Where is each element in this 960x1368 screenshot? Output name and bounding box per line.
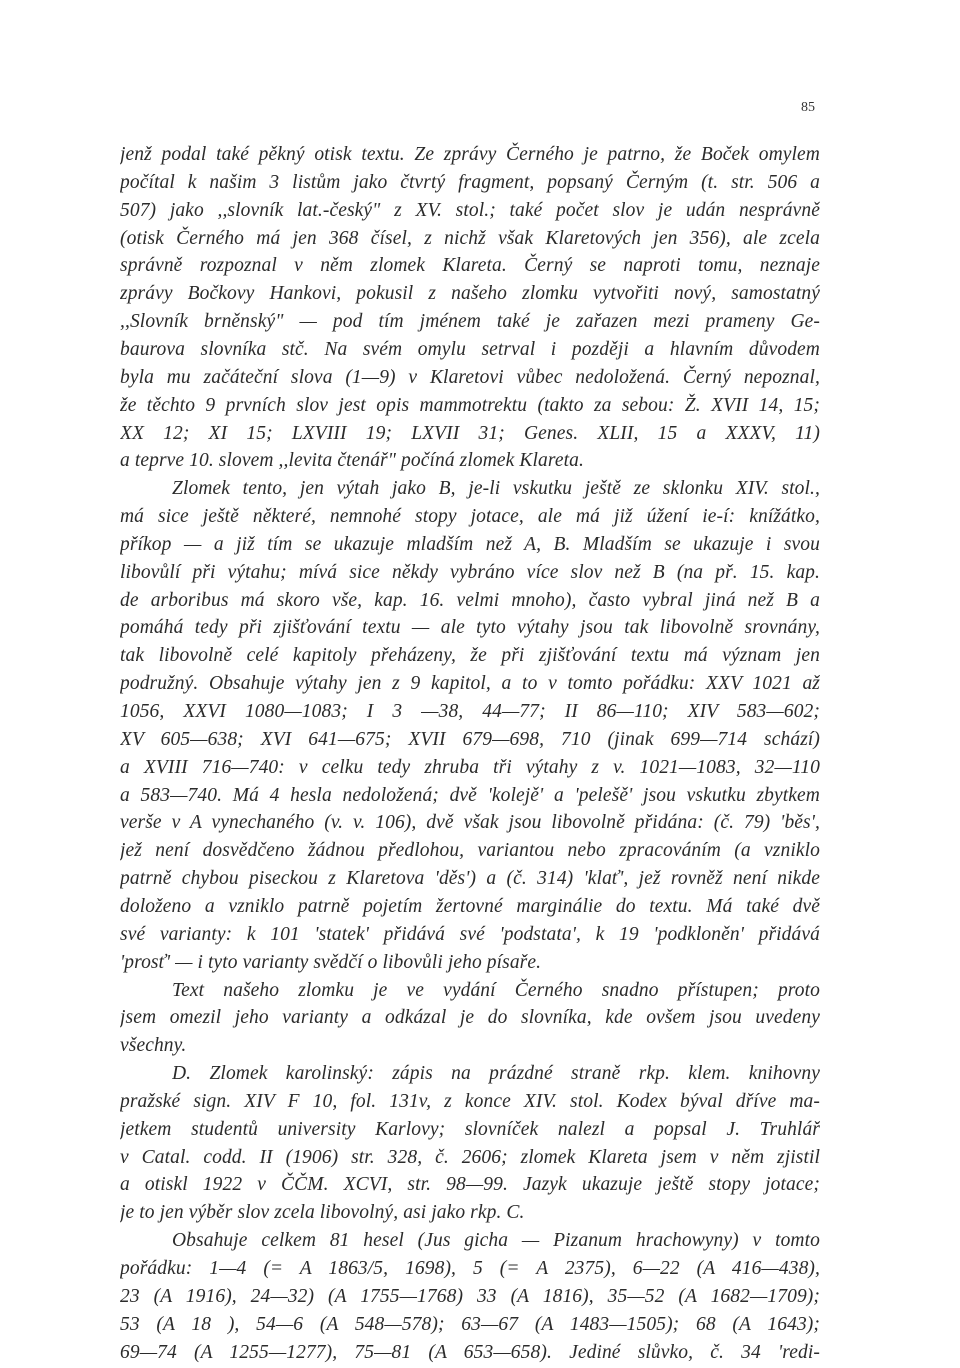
text-line: Obsahuje celkem 81 hesel (Jus gicha — Pizanum hrachowyny) v tomto	[172, 1230, 820, 1252]
text-line: a 583—740. Má 4 hesla nedoložená; dvě 'kolejě' a 'pelešě' jsou vskutku zbytkem	[120, 784, 820, 806]
text-line: libovůlí při výtahu; mívá sice někdy vybráno více slov než B (na př. 15. kap.	[120, 561, 820, 583]
text-line: 53 (A 18 ), 54—6 (A 548—578); 63—67 (A 1483—1505); 68 (A 1643);	[120, 1313, 820, 1335]
text-line: a teprve 10. slovem ,,levita čtenář" počíná zlomek Klareta.	[120, 450, 584, 472]
text-line: správně rozpoznal v něm zlomek Klareta. Černý se naproti tomu, neznaje	[120, 255, 820, 277]
text-line: XX 12; XI 15; LXVIII 19; LXVII 31; Genes. XLII, 15 a XXXV, 11)	[120, 422, 820, 444]
text-line: 69—74 (A 1255—1277), 75—81 (A 653—658). Jediné slůvko, č. 34 'redi-	[120, 1341, 820, 1363]
text-line: v Catal. codd. II (1906) str. 328, č. 2606; zlomek Klareta jsem v něm zjistil	[120, 1146, 820, 1168]
text-line: patrně chybou piseckou z Klaretova 'děs') a (č. 314) 'klať', jež rovněž není nikde	[120, 868, 820, 890]
text-line: a otiskl 1922 v ČČM. XCVI, str. 98—99. Jazyk ukazuje ještě stopy jotace;	[120, 1174, 820, 1196]
text-line: tak libovolně celé kapitoly přeházeny, že při zjišťování textu má význam jen	[120, 645, 820, 667]
text-line: doloženo a vzniklo patrně pojetím žertovné marginálie do textu. Má také dvě	[120, 895, 820, 917]
page-number: 85	[801, 100, 815, 115]
text-line: verše v A vynechaného (v. v. 106), dvě však jsou libovolně přidána: (č. 79) 'běs',	[120, 812, 820, 834]
text-line: příkop — a již tím se ukazuje mladším než A, B. Mladším se ukazuje i svou	[120, 533, 820, 555]
text-line: jsem omezil jeho varianty a odkázal je do slovníka, kde ovšem jsou uvedeny	[120, 1007, 820, 1029]
text-line: jetkem studentů university Karlovy; slovníček nalezl a popsal J. Truhlář	[120, 1118, 820, 1140]
text-line: Zlomek tento, jen výtah jako B, je-li vskutku ještě ze sklonku XIV. stol.,	[172, 478, 820, 500]
text-line: 23 (A 1916), 24—32) (A 1755—1768) 33 (A 1816), 35—52 (A 1682—1709);	[120, 1285, 820, 1307]
text-line: že těchto 9 prvních slov jest opis mammotrektu (takto za sebou: Ž. XVII 14, 15;	[120, 394, 820, 416]
text-line: D. Zlomek karolinský: zápis na prázdné straně rkp. klem. knihovny	[172, 1063, 820, 1085]
text-line: všechny.	[120, 1035, 187, 1057]
text-line: pomáhá tedy při zjišťování textu — ale tyto výtahy jsou tak libovolně srovnány,	[120, 617, 820, 639]
text-line: je to jen výběr slov zcela libovolný, asi jako rkp. C.	[120, 1202, 525, 1224]
text-line: (otisk Černého má jen 368 čísel, z nichž však Klaretových jen 356), ale zcela	[120, 227, 820, 249]
text-line: má sice ještě některé, nemnohé stopy jotace, ale má již úžení ie-í: knížátko,	[120, 506, 820, 528]
text-line: de arboribus má skoro vše, kap. 16. velmi mnoho), často vybral jiná než B a	[120, 589, 820, 611]
text-line: pražské sign. XIV F 10, fol. 131v, z konce XIV. stol. Kodex býval dříve ma-	[120, 1090, 820, 1112]
text-line: XV 605—638; XVI 641—675; XVII 679—698, 710 (jinak 699—714 schází)	[120, 728, 820, 750]
text-line: své varianty: k 101 'statek' přidává své 'podstata', k 19 'podkloněn' přidává	[120, 923, 820, 945]
text-line: 507) jako ,,slovník lat.-český" z XV. stol.; také počet slov je udán nesprávně	[120, 199, 820, 221]
text-line: jež není dosvědčeno žádnou předlohou, variantou nebo zpracováním (a vzniklo	[120, 840, 820, 862]
text-line: byla mu začáteční slova (1—9) v Klaretovi vůbec nedoložená. Černý nepoznal,	[120, 366, 820, 388]
text-line: 1056, XXVI 1080—1083; I 3 —38, 44—77; II 86—110; XIV 583—602;	[120, 701, 820, 722]
text-line: pořádku: 1—4 (= A 1863/5, 1698), 5 (= A 2375), 6—22 (A 416—438),	[120, 1258, 820, 1279]
text-line: 'prosť' — i tyto varianty svědčí o libovůli jeho písaře.	[120, 951, 542, 973]
text-line: počítal k našim 3 listům jako čtvrtý fragment, popsaný Černým (t. str. 506 a	[120, 171, 820, 193]
text-line: ,,Slovník brněnský" — pod tím jménem také je zařazen mezi prameny Ge-	[120, 311, 820, 333]
text-line: podružný. Obsahuje výtahy jen z 9 kapitol, a to v tomto pořádku: XXV 1021 až	[120, 673, 820, 695]
text-line: a XVIII 716—740: v celku tedy zhruba tři výtahy z v. 1021—1083, 32—110	[120, 756, 820, 778]
text-line: jenž podal také pěkný otisk textu. Ze zprávy Černého je patrno, že Boček omylem	[120, 144, 820, 165]
text-line: Text našeho zlomku je ve vydání Černého snadno přístupen; proto	[172, 979, 820, 1001]
text-line: baurova slovníka stč. Na svém omylu setrval i později a hlavním důvodem	[120, 338, 820, 360]
text-line: zprávy Bočkovy Hankovi, pokusil z našeho zlomku vytvořiti nový, samostatný	[120, 283, 820, 305]
